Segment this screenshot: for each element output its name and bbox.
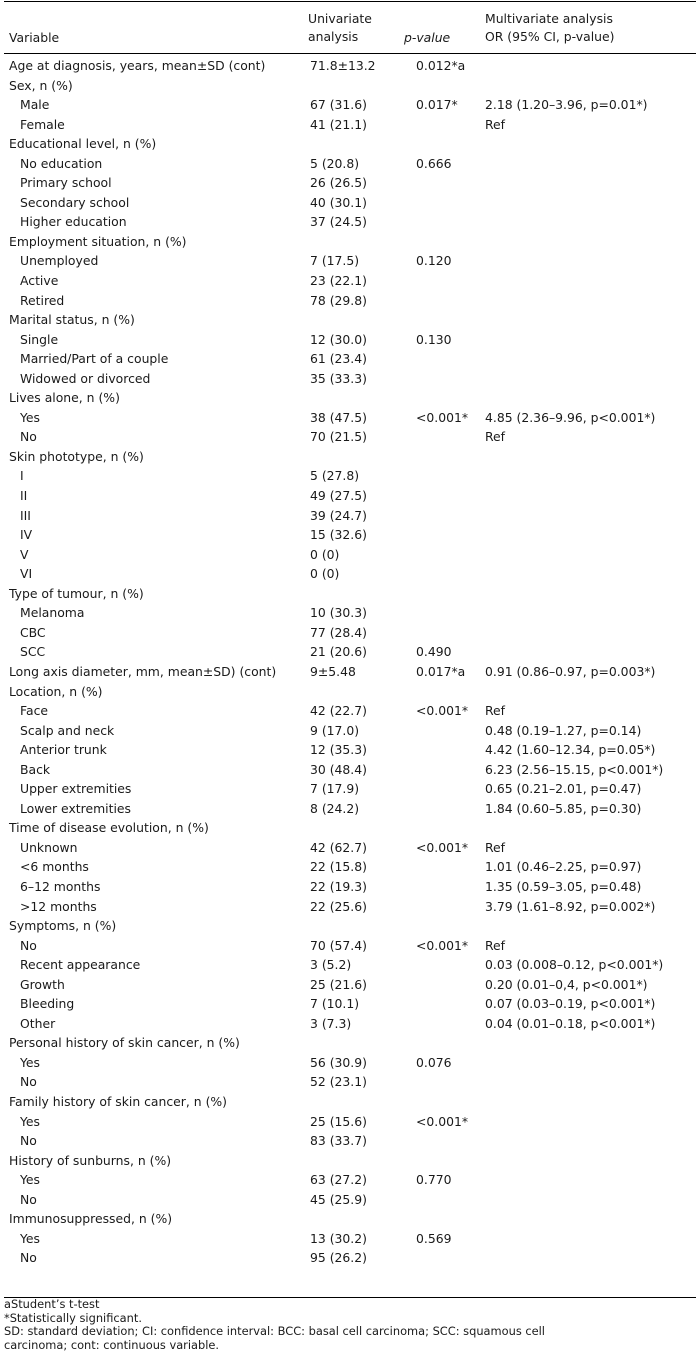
univariate-cell: 13 (30.2)	[310, 1229, 367, 1249]
univariate-cell: 42 (22.7)	[310, 701, 367, 721]
table-row	[0, 506, 700, 526]
table-row	[0, 1170, 700, 1190]
univariate-cell: 49 (27.5)	[310, 486, 367, 506]
univariate-cell: 35 (33.3)	[310, 369, 367, 389]
table-row	[0, 212, 700, 232]
row-label: Bleeding	[20, 994, 74, 1014]
row-label: Higher education	[20, 212, 127, 232]
univariate-cell: 21 (20.6)	[310, 642, 367, 662]
header-univariate	[308, 10, 372, 46]
univariate-cell: 70 (57.4)	[310, 936, 367, 956]
row-label: No	[20, 427, 37, 447]
row-label: Melanoma	[20, 603, 84, 623]
univariate-cell: 61 (23.4)	[310, 349, 367, 369]
multivariate-cell: 1.84 (0.60–5.85, p=0.30)	[485, 799, 641, 819]
univariate-cell: 9 (17.0)	[310, 721, 359, 741]
univariate-cell: 0 (0)	[310, 564, 339, 584]
pvalue-cell: 0.017*a	[416, 662, 465, 682]
multivariate-cell: 4.85 (2.36–9.96, p<0.001*)	[485, 408, 655, 428]
footnote-ttest: aStudent’s t-test	[4, 1298, 696, 1312]
row-label: Unknown	[20, 838, 78, 858]
multivariate-cell: 0.03 (0.008–0.12, p<0.001*)	[485, 955, 663, 975]
univariate-cell: 26 (26.5)	[310, 173, 367, 193]
table-header-rule	[4, 53, 696, 54]
univariate-cell: 7 (10.1)	[310, 994, 359, 1014]
table-section-row	[0, 916, 700, 936]
univariate-cell: 15 (32.6)	[310, 525, 367, 545]
univariate-cell: 77 (28.4)	[310, 623, 367, 643]
univariate-cell: 12 (30.0)	[310, 330, 367, 350]
multivariate-cell: 0.07 (0.03–0.19, p<0.001*)	[485, 994, 655, 1014]
multivariate-cell: 0.65 (0.21–2.01, p=0.47)	[485, 779, 641, 799]
table-row	[0, 330, 700, 350]
table-row	[0, 936, 700, 956]
multivariate-cell: 6.23 (2.56–15.15, p<0.001*)	[485, 760, 663, 780]
row-label: Lives alone, n (%)	[9, 388, 120, 408]
univariate-cell: 7 (17.9)	[310, 779, 359, 799]
table-section-row	[0, 1092, 700, 1112]
row-label: Family history of skin cancer, n (%)	[9, 1092, 227, 1112]
univariate-cell: 25 (21.6)	[310, 975, 367, 995]
row-label: Location, n (%)	[9, 682, 103, 702]
table-row	[0, 115, 700, 135]
pvalue-cell: 0.120	[416, 251, 451, 271]
row-label: 6–12 months	[20, 877, 100, 897]
table-row	[0, 251, 700, 271]
table-section-row	[0, 662, 700, 682]
univariate-cell: 39 (24.7)	[310, 506, 367, 526]
table-section-row	[0, 1209, 700, 1229]
table-row	[0, 760, 700, 780]
table-section-row	[0, 134, 700, 154]
univariate-cell: 30 (48.4)	[310, 760, 367, 780]
univariate-cell: 7 (17.5)	[310, 251, 359, 271]
multivariate-cell: Ref	[485, 838, 505, 858]
pvalue-cell: 0.012*a	[416, 56, 465, 76]
header-multivariate-line2: OR (95% CI, p-value)	[485, 28, 614, 46]
table-row	[0, 877, 700, 897]
row-label: VI	[20, 564, 32, 584]
table-section-row	[0, 818, 700, 838]
row-label: I	[20, 466, 24, 486]
row-label: Unemployed	[20, 251, 98, 271]
row-label: Male	[20, 95, 49, 115]
multivariate-cell: Ref	[485, 936, 505, 956]
univariate-cell: 3 (5.2)	[310, 955, 351, 975]
header-pvalue: p-value	[404, 29, 450, 47]
multivariate-cell: 0.04 (0.01–0.18, p<0.001*)	[485, 1014, 655, 1034]
univariate-cell: 38 (47.5)	[310, 408, 367, 428]
table-row	[0, 1112, 700, 1132]
table-row	[0, 623, 700, 643]
pvalue-cell: 0.490	[416, 642, 451, 662]
pvalue-cell: <0.001*	[416, 408, 468, 428]
univariate-cell: 0 (0)	[310, 545, 339, 565]
table-row	[0, 1072, 700, 1092]
table-row	[0, 545, 700, 565]
table-section-row	[0, 447, 700, 467]
row-label: V	[20, 545, 28, 565]
table-row	[0, 173, 700, 193]
table-row	[0, 642, 700, 662]
header-univariate-line2: analysis	[308, 28, 372, 46]
table-row	[0, 486, 700, 506]
univariate-cell: 56 (30.9)	[310, 1053, 367, 1073]
table-row	[0, 466, 700, 486]
header-univariate-line1: Univariate	[308, 10, 372, 28]
univariate-cell: 10 (30.3)	[310, 603, 367, 623]
multivariate-cell: Ref	[485, 427, 505, 447]
table-row	[0, 799, 700, 819]
row-label: Scalp and neck	[20, 721, 114, 741]
row-label: Single	[20, 330, 58, 350]
univariate-cell: 22 (15.8)	[310, 857, 367, 877]
table-row	[0, 1131, 700, 1151]
table-row	[0, 857, 700, 877]
univariate-cell: 41 (21.1)	[310, 115, 367, 135]
row-label: Yes	[20, 1053, 40, 1073]
table-row	[0, 779, 700, 799]
table-row	[0, 154, 700, 174]
row-label: No education	[20, 154, 102, 174]
multivariate-cell: 4.42 (1.60–12.34, p=0.05*)	[485, 740, 655, 760]
table-row	[0, 1053, 700, 1073]
pvalue-cell: 0.770	[416, 1170, 451, 1190]
row-label: Back	[20, 760, 50, 780]
multivariate-cell: 1.35 (0.59–3.05, p=0.48)	[485, 877, 641, 897]
row-label: Anterior trunk	[20, 740, 107, 760]
univariate-cell: 5 (27.8)	[310, 466, 359, 486]
table-row	[0, 897, 700, 917]
univariate-cell: 95 (26.2)	[310, 1248, 367, 1268]
multivariate-cell: 0.20 (0.01–0,4, p<0.001*)	[485, 975, 647, 995]
row-label: Widowed or divorced	[20, 369, 150, 389]
row-label: Primary school	[20, 173, 112, 193]
multivariate-cell: 3.79 (1.61–8.92, p=0.002*)	[485, 897, 655, 917]
pvalue-cell: <0.001*	[416, 1112, 468, 1132]
row-label: Yes	[20, 408, 40, 428]
univariate-cell: 71.8±13.2	[310, 56, 376, 76]
header-multivariate-line1: Multivariate analysis	[485, 10, 614, 28]
pvalue-cell: <0.001*	[416, 936, 468, 956]
table-row	[0, 740, 700, 760]
row-label: SCC	[20, 642, 45, 662]
row-label: No	[20, 1190, 37, 1210]
table-row	[0, 193, 700, 213]
multivariate-cell: Ref	[485, 115, 505, 135]
row-label: IV	[20, 525, 32, 545]
row-label: Symptoms, n (%)	[9, 916, 116, 936]
univariate-cell: 22 (25.6)	[310, 897, 367, 917]
table-row	[0, 427, 700, 447]
table-row	[0, 955, 700, 975]
table-section-row	[0, 232, 700, 252]
univariate-cell: 70 (21.5)	[310, 427, 367, 447]
table-footnotes	[4, 1298, 696, 1352]
multivariate-cell: 2.18 (1.20–3.96, p=0.01*)	[485, 95, 647, 115]
row-label: Type of tumour, n (%)	[9, 584, 144, 604]
table-body	[0, 56, 700, 1268]
row-label: No	[20, 936, 37, 956]
row-label: II	[20, 486, 27, 506]
row-label: Sex, n (%)	[9, 76, 73, 96]
table-row	[0, 1248, 700, 1268]
pvalue-cell: 0.569	[416, 1229, 451, 1249]
table-row	[0, 291, 700, 311]
pvalue-cell: 0.076	[416, 1053, 451, 1073]
row-label: Growth	[20, 975, 65, 995]
row-label: Personal history of skin cancer, n (%)	[9, 1033, 240, 1053]
pvalue-cell: 0.017*	[416, 95, 458, 115]
univariate-cell: 42 (62.7)	[310, 838, 367, 858]
multivariate-cell: Ref	[485, 701, 505, 721]
univariate-cell: 12 (35.3)	[310, 740, 367, 760]
table-row	[0, 721, 700, 741]
row-label: Retired	[20, 291, 64, 311]
univariate-cell: 3 (7.3)	[310, 1014, 351, 1034]
row-label: Educational level, n (%)	[9, 134, 156, 154]
table-row	[0, 564, 700, 584]
footnote-abbreviations-cont: carcinoma; cont: continuous variable.	[4, 1339, 696, 1352]
row-label: <6 months	[20, 857, 89, 877]
row-label: Long axis diameter, mm, mean±SD) (cont)	[9, 662, 276, 682]
row-label: Time of disease evolution, n (%)	[9, 818, 209, 838]
univariate-cell: 9±5.48	[310, 662, 356, 682]
univariate-cell: 40 (30.1)	[310, 193, 367, 213]
pvalue-cell: 0.666	[416, 154, 451, 174]
table-row	[0, 603, 700, 623]
header-variable: Variable	[9, 29, 59, 47]
univariate-cell: 23 (22.1)	[310, 271, 367, 291]
row-label: CBC	[20, 623, 46, 643]
row-label: Secondary school	[20, 193, 129, 213]
table-row	[0, 349, 700, 369]
row-label: III	[20, 506, 31, 526]
row-label: Age at diagnosis, years, mean±SD (cont)	[9, 56, 265, 76]
multivariate-cell: 0.91 (0.86–0.97, p=0.003*)	[485, 662, 655, 682]
pvalue-cell: 0.130	[416, 330, 451, 350]
row-label: No	[20, 1072, 37, 1092]
univariate-cell: 67 (31.6)	[310, 95, 367, 115]
table-row	[0, 369, 700, 389]
univariate-cell: 52 (23.1)	[310, 1072, 367, 1092]
row-label: History of sunburns, n (%)	[9, 1151, 171, 1171]
row-label: Marital status, n (%)	[9, 310, 135, 330]
table-section-row	[0, 1151, 700, 1171]
table-section-row	[0, 76, 700, 96]
univariate-cell: 78 (29.8)	[310, 291, 367, 311]
table-section-row	[0, 388, 700, 408]
univariate-cell: 25 (15.6)	[310, 1112, 367, 1132]
table-header	[0, 0, 700, 53]
row-label: Recent appearance	[20, 955, 140, 975]
univariate-cell: 45 (25.9)	[310, 1190, 367, 1210]
row-label: Active	[20, 271, 58, 291]
row-label: Upper extremities	[20, 779, 131, 799]
table-row	[0, 975, 700, 995]
table-section-row	[0, 310, 700, 330]
footnote-significance: *Statistically significant.	[4, 1312, 696, 1326]
table-row	[0, 271, 700, 291]
row-label: Face	[20, 701, 48, 721]
row-label: Lower extremities	[20, 799, 131, 819]
table-row	[0, 701, 700, 721]
row-label: Female	[20, 115, 65, 135]
univariate-cell: 22 (19.3)	[310, 877, 367, 897]
table-row	[0, 408, 700, 428]
table-row	[0, 1229, 700, 1249]
univariate-cell: 37 (24.5)	[310, 212, 367, 232]
pvalue-cell: <0.001*	[416, 701, 468, 721]
multivariate-cell: 0.48 (0.19–1.27, p=0.14)	[485, 721, 641, 741]
row-label: Yes	[20, 1229, 40, 1249]
row-label: >12 months	[20, 897, 97, 917]
header-multivariate	[485, 10, 614, 46]
row-label: No	[20, 1248, 37, 1268]
table-row	[0, 838, 700, 858]
table-section-row	[0, 56, 700, 76]
row-label: Immunosuppressed, n (%)	[9, 1209, 172, 1229]
multivariate-cell: 1.01 (0.46–2.25, p=0.97)	[485, 857, 641, 877]
table-row	[0, 1190, 700, 1210]
footnote-abbreviations: SD: standard deviation; CI: confidence interval: BCC: basal cell carcinoma; SCC: squamous cell	[4, 1325, 696, 1339]
row-label: Employment situation, n (%)	[9, 232, 187, 252]
univariate-cell: 83 (33.7)	[310, 1131, 367, 1151]
row-label: Other	[20, 1014, 55, 1034]
row-label: Yes	[20, 1112, 40, 1132]
univariate-cell: 63 (27.2)	[310, 1170, 367, 1190]
table-section-row	[0, 682, 700, 702]
row-label: Yes	[20, 1170, 40, 1190]
table-row	[0, 525, 700, 545]
table-row	[0, 1014, 700, 1034]
row-label: Skin phototype, n (%)	[9, 447, 144, 467]
row-label: Married/Part of a couple	[20, 349, 168, 369]
univariate-cell: 5 (20.8)	[310, 154, 359, 174]
univariate-cell: 8 (24.2)	[310, 799, 359, 819]
row-label: No	[20, 1131, 37, 1151]
table-row	[0, 994, 700, 1014]
table-row	[0, 95, 700, 115]
table-section-row	[0, 584, 700, 604]
table-section-row	[0, 1033, 700, 1053]
pvalue-cell: <0.001*	[416, 838, 468, 858]
